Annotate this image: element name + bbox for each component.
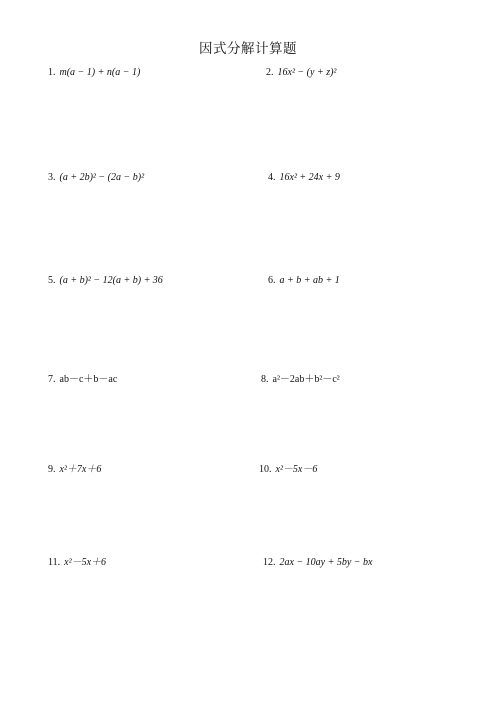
problem-expression: (a + 2b)² − (2a − b)² (59, 172, 145, 183)
problem-number: 5. (48, 275, 56, 286)
problem-4 (268, 172, 340, 184)
problem-number: 2. (266, 67, 274, 78)
problem-expression: x²＋7x＋6 (59, 464, 102, 475)
problem-2 (266, 67, 336, 79)
problem-number: 6. (268, 275, 276, 286)
problem-8 (261, 374, 340, 386)
problem-number: 12. (263, 557, 276, 568)
problem-expression: x²－5x＋6 (64, 557, 107, 568)
problem-10 (259, 464, 317, 476)
problem-expression: 2ax − 10ay + 5by − bx (279, 557, 373, 568)
problem-5 (48, 275, 163, 287)
problem-number: 10. (259, 464, 272, 475)
problem-expression: m(a − 1) + n(a − 1) (59, 67, 141, 78)
problem-number: 9. (48, 464, 56, 475)
problem-number: 11. (48, 557, 61, 568)
problem-expression: ab－c＋b－ac (59, 374, 118, 385)
problem-6 (268, 275, 340, 287)
problem-number: 3. (48, 172, 56, 183)
problem-expression: x²－5x－6 (275, 464, 318, 475)
problem-expression: a + b + ab + 1 (279, 275, 340, 286)
problem-12 (263, 557, 373, 569)
problem-number: 8. (261, 374, 269, 385)
problem-3 (48, 172, 144, 184)
problem-9 (48, 464, 101, 476)
problem-7 (48, 374, 117, 386)
page-title: 因式分解计算题 (199, 41, 297, 57)
problem-number: 4. (268, 172, 276, 183)
problem-11 (48, 557, 106, 569)
problem-1 (48, 67, 140, 79)
problem-expression: 16x² − (y + z)² (277, 67, 337, 78)
problem-number: 1. (48, 67, 56, 78)
problem-expression: a²－2ab＋b²－c² (272, 374, 340, 385)
problem-expression: (a + b)² − 12(a + b) + 36 (59, 275, 163, 286)
problem-number: 7. (48, 374, 56, 385)
problem-expression: 16x² + 24x + 9 (279, 172, 340, 183)
